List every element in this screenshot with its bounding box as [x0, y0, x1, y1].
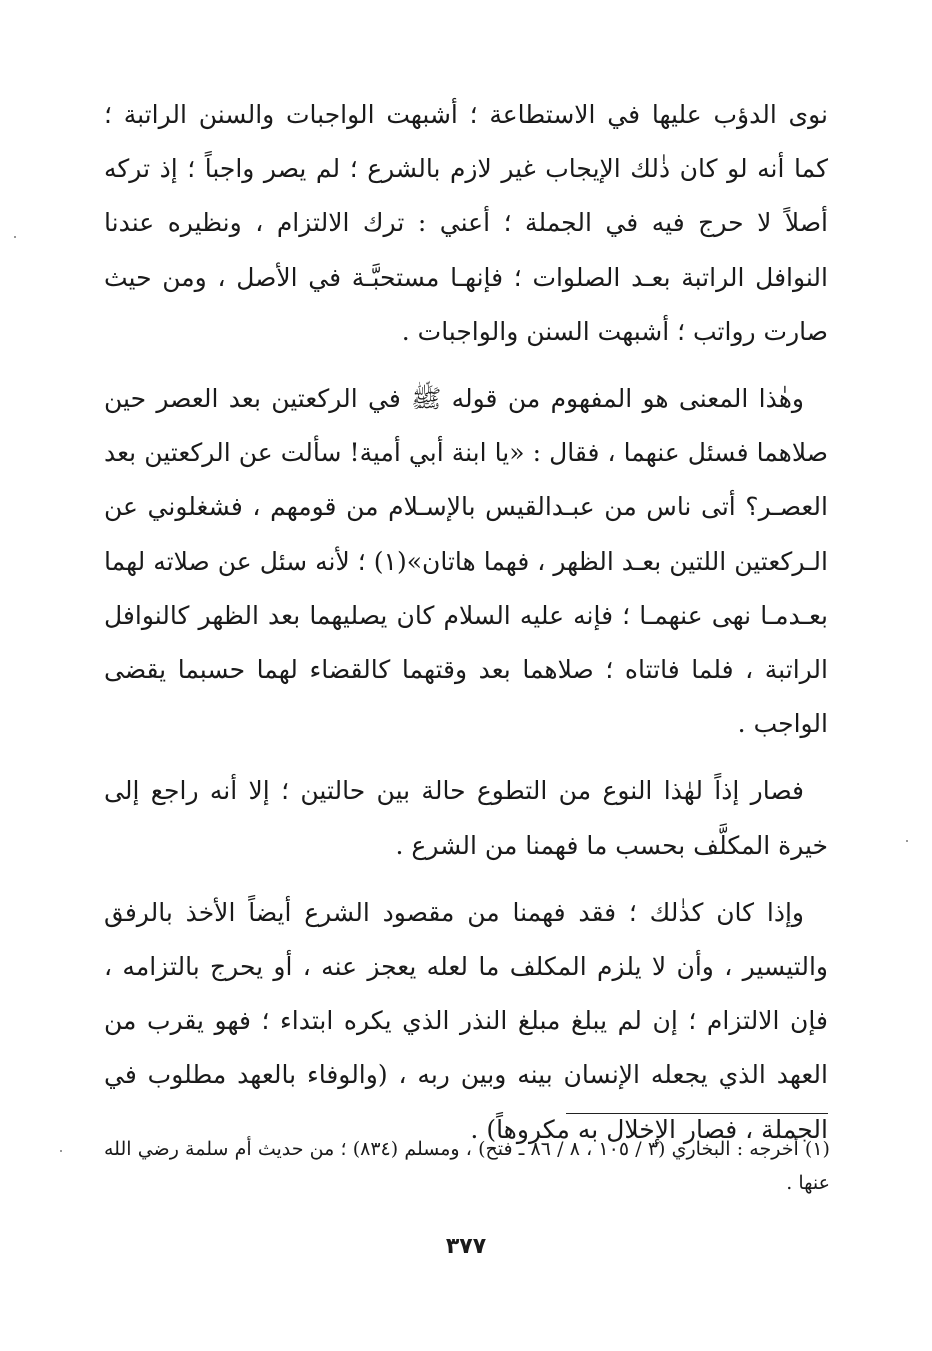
paragraph-2: وهٰذا المعنى هو المفهوم من قوله ﷺ في الركعتين بعد العصر حين صلاهما فسئل عنهما ، فقال : «يا ابنة أبي أمية! سألت عن الركعتين بعد العصـر؟ أتى ناس من عبـدالقيس بالإسـلام من قومهم ، فشغلوني عن الـركعتين اللتين بعـد الظهر ، فهما هاتان»(١) ؛ لأنه سئل عن صلاته لهما بعـدمـا نهى عنهمـا ؛ فإنه عليه السلام كان يصليهما بعد الظهر كالنوافل الراتبة ، فلما فاتتاه ؛ صلاهما بعد وقتهما كالقضاء لهما حسبما يقضى الواجب .	[104, 384, 828, 739]
scan-speck	[60, 1150, 62, 1152]
page-number: ٣٧٧	[445, 1234, 487, 1259]
scan-speck	[14, 236, 16, 238]
scan-speck	[906, 840, 908, 842]
footnote-divider	[566, 1113, 828, 1114]
main-text	[104, 88, 828, 1157]
paragraph-4: وإذا كان كذٰلك ؛ فقد فهمنا من مقصود الشرع أيضاً الأخذ بالرفق والتيسير ، وأن لا يلزم المكلف ما لعله يعجز عنه ، أو يحرج بالتزامه ، فإن الالتزام ؛ إن لم يبلغ مبلغ النذر الذي يكره ابتداء ؛ فهو يقرب من العهد الذي يجعله الإنسان بينه وبين ربه ، (والوفاء بالعهد مطلوب في الجملة ، فصار الإخلال به مكروهاً) .	[104, 897, 828, 1144]
footnote	[104, 1132, 830, 1200]
footnote-1: (١) أخرجه : البخاري (٣ / ١٠٥ ، ٨ / ٨٦ ـ فتح) ، ومسلم (٨٣٤) ؛ من حديث أم سلمة رضي الله عنها .	[104, 1138, 830, 1194]
paragraph-3: فصار إذاً لهٰذا النوع من التطوع حالة بين حالتين ؛ إلا أنه راجع إلى خيرة المكلَّف بحسب ما فهمنا من الشرع .	[104, 776, 828, 860]
paragraph-1: نوى الدؤب عليها في الاستطاعة ؛ أشبهت الواجبات والسنن الراتبة ؛ كما أنه لو كان ذٰلك الإيجاب غير لازم بالشرع ؛ لم يصر واجباً ؛ إذ تركه أصلاً لا حرج فيه في الجملة ؛ أعني : ترك الالتزام ، ونظيره عندنا النوافل الراتبة بعـد الصلوات ؛ فإنهـا مستحبَّـة في الأصل ، ومن حيث صارت رواتب ؛ أشبهت السنن والواجبات .	[104, 100, 828, 346]
